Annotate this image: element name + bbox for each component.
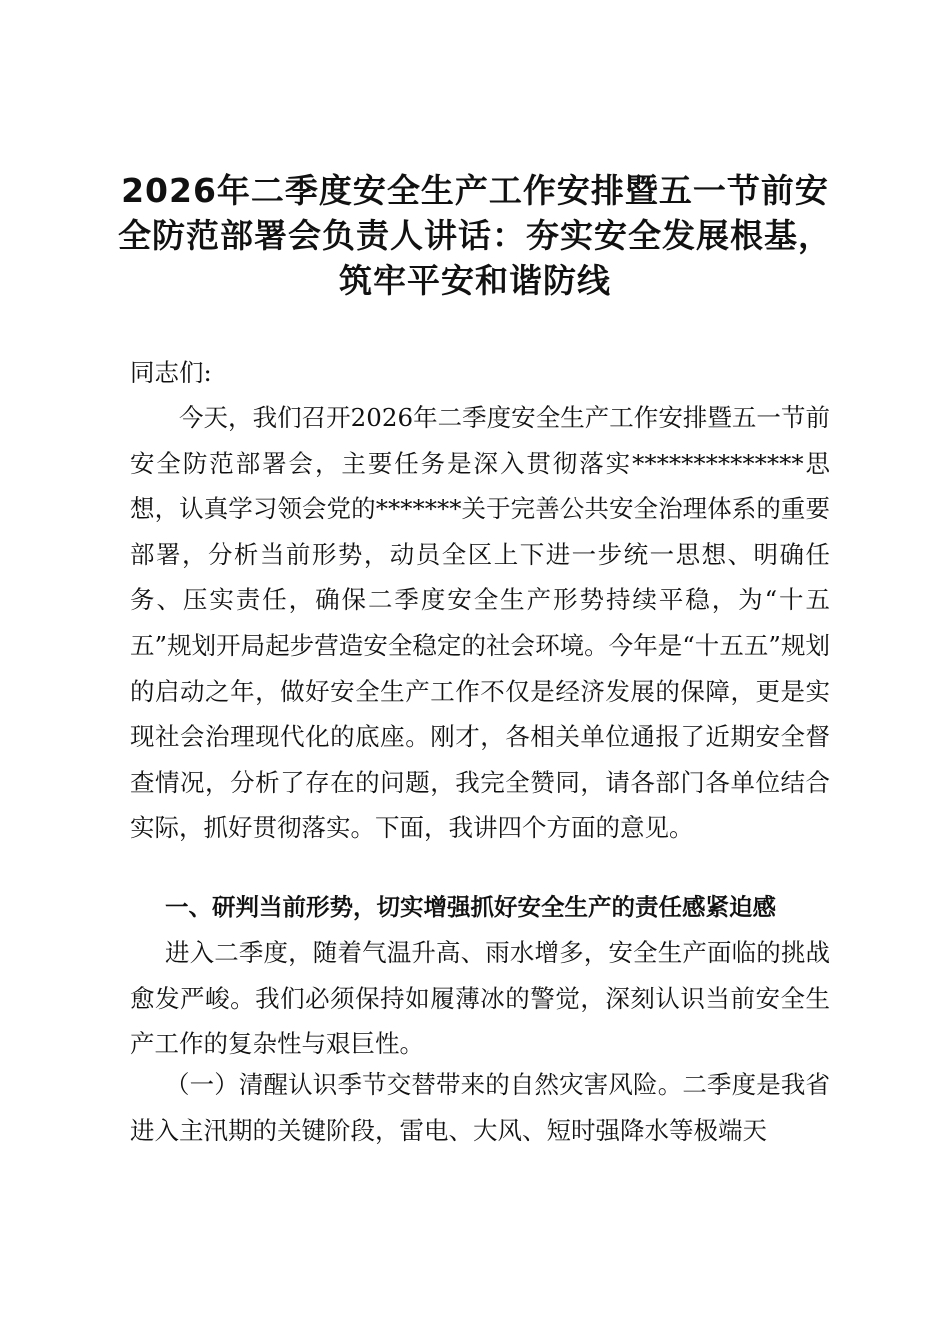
document-title: 2026年二季度安全生产工作安排暨五一节前安全防范部署会负责人讲话：夯实安全发展根基，筑牢平安和谐防线	[118, 171, 832, 300]
section-heading: 一、研判当前形势，切实增强抓好安全生产的责任感紧迫感	[165, 893, 776, 921]
opening-paragraph: 今天，我们召开2026年二季度安全生产工作安排暨五一节前安全防范部署会，主要任务是深入贯彻落实**************思想，认真学习领会党的*******关于完善公共安全治理体系的重要部署，分析当前形势，动员全区上下进一步统一思想、明确任务、压实责任，确保二季度安全生产形势持续平稳，为“十五五”规划开局起步营造安全稳定的社会环境。今年是“十五五”规划的启动之年，做好安全生产工作不仅是经济发展的保障，更是实现社会治理现代化的底座。刚才，各相关单位通报了近期安全督查情况，分析了存在的问题，我完全赞同，请各部门各单位结合实际，抓好贯彻落实。下面，我讲四个方面的意见。	[130, 403, 830, 843]
section-paragraph: 进入二季度，随着气温升高、雨水增多，安全生产面临的挑战愈发严峻。我们必须保持如履薄冰的警觉，深刻认识当前安全生产工作的复杂性与艰巨性。	[130, 938, 830, 1059]
greeting: 同志们:	[130, 358, 212, 387]
subsection-paragraph: （一）清醒认识季节交替带来的自然灾害风险。二季度是我省进入主汛期的关键阶段，雷电、大风、短时强降水等极端天	[130, 1070, 830, 1145]
